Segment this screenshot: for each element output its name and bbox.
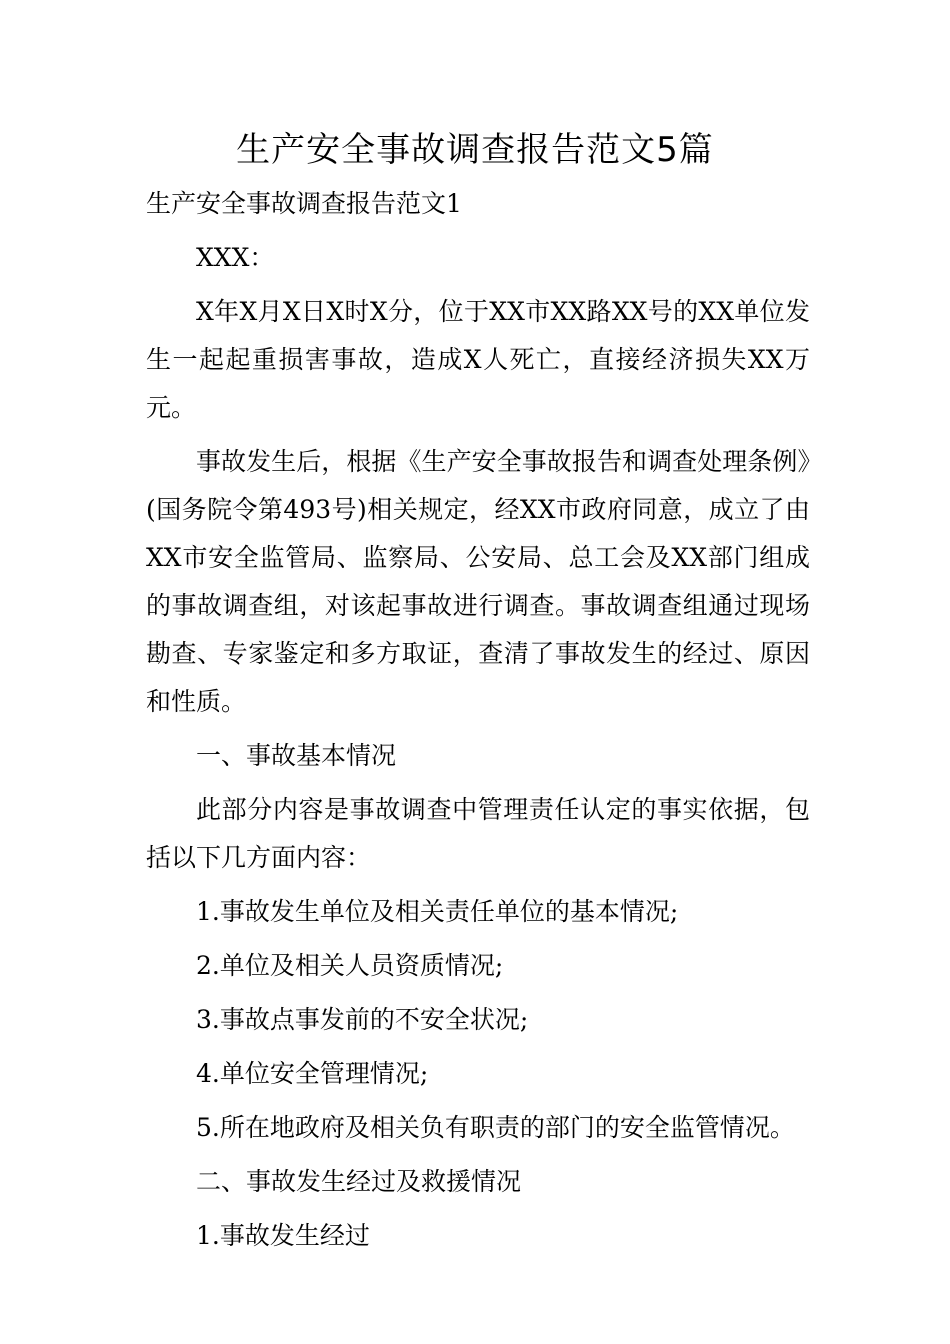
document-body [146,180,810,1266]
list-item: 1.事故发生单位及相关责任单位的基本情况; [196,897,679,926]
subsection-heading: 二、事故发生经过及救援情况 [196,1167,522,1196]
list-item: 2.单位及相关人员资质情况; [196,951,504,980]
list-item: 4.单位安全管理情况; [196,1059,429,1088]
section-heading: 生产安全事故调查报告范文1 [146,189,462,218]
paragraph: X年X月X日X时X分，位于XX市XX路XX号的XX单位发生一起起重损害事故，造成X人死亡，直接经济损失XX万元。 [146,297,810,422]
salutation: XXX： [196,243,275,272]
list-item: 3.事故点事发前的不安全状况; [196,1005,529,1034]
document-title: 生产安全事故调查报告范文5篇 [236,130,714,170]
subsection-heading: 一、事故基本情况 [196,741,397,770]
paragraph: 事故发生后，根据《生产安全事故报告和调查处理条例》(国务院令第493号)相关规定，经XX市政府同意，成立了由XX市安全监管局、监察局、公安局、总工会及XX部门组成的事故调查组，对该起事故进行调查。事故调查组通过现场勘查、专家鉴定和多方取证，查清了事故发生的经过、原因和性质。 [146,447,810,716]
list-item: 5.所在地政府及相关负有职责的部门的安全监管情况。 [196,1113,795,1142]
list-item: 1.事故发生经过 [196,1221,370,1250]
paragraph: 此部分内容是事故调查中管理责任认定的事实依据，包括以下几方面内容： [146,795,810,872]
